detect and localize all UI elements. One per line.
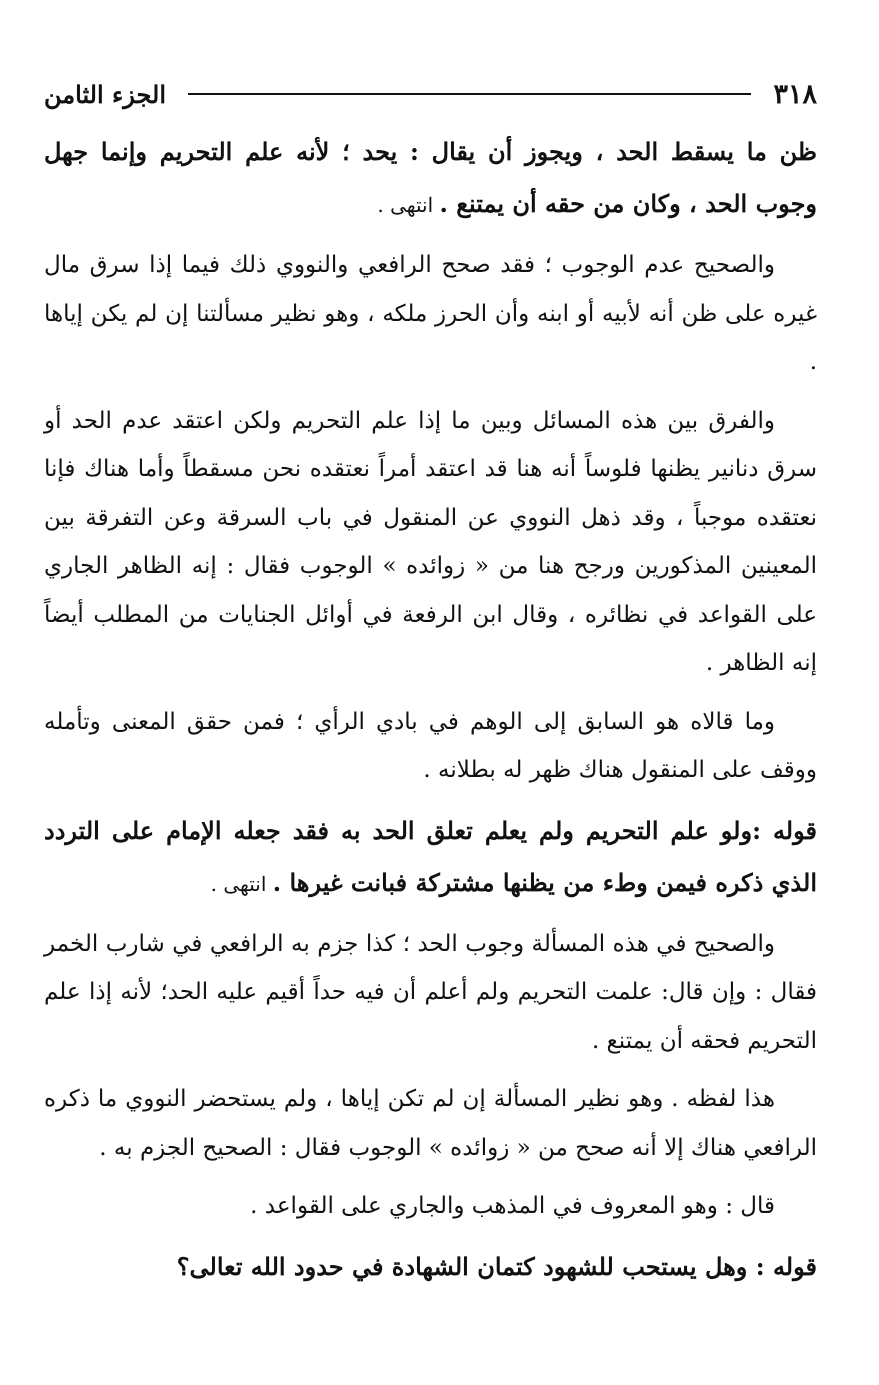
paragraph-9: قوله : وهل يستحب للشهود كتمان الشهادة في حدود الله تعالى؟ [176,1251,817,1281]
paragraph-trailing: انتهى . [210,871,273,896]
paragraph-1 [44,126,817,231]
page-body [44,126,817,1303]
paragraph-text: ظن ما يسقط الحد ، ويجوز أن يقال : يحد ؛ لأنه علم التحريم وإنما جهل وجوب الحد ، وكان من حقه أن يمتنع . [44,137,817,218]
paragraph-6: والصحيح في هذه المسألة وجوب الحد ؛ كذا جزم به الرافعي في شارب الخمر فقال : وإن قال: علمت التحريم ولم أعلم أن فيه حداً أقيم عليه الحد؛ لأنه إذا علم التحريم فحقه أن يمتنع . [44,930,817,1054]
paragraph-7: هذا لفظه . وهو نظير المسألة إن لم تكن إياها ، ولم يستحضر النووي ما ذكره الرافعي هناك إلا أنه صحح من « زوائده » الوجوب فقال : الصحيح الجزم به . [44,1086,817,1161]
paragraph-8: قال : وهو المعروف في المذهب والجاري على القواعد . [250,1193,775,1219]
page-header [44,74,817,114]
page-number: ٣١٨ [773,78,817,110]
paragraph-2: والصحيح عدم الوجوب ؛ فقد صحح الرافعي والنووي ذلك فيما إذا سرق مال غيره على ظن أنه لأبيه أو ابنه وأن الحرز ملكه ، وهو نظير مسألتنا إن لم يكن إياها . [44,252,817,375]
paragraph-5 [44,805,817,910]
paragraph-4: وما قالاه هو السابق إلى الوهم في بادي الرأي ؛ فمن حقق المعنى وتأمله ووقف على المنقول هناك ظهر له بطلانه . [44,708,817,783]
volume-title: الجزء الثامن [44,79,167,109]
paragraph-3: والفرق بين هذه المسائل وبين ما إذا علم التحريم ولكن اعتقد عدم الحد أو سرق دنانير يظنها فلوساً أنه هنا قد اعتقد أمراً نعتقده نحن مسقطاً وأما هناك فإنا نعتقده موجباً ، وقد ذهل النووي عن المنقول في باب السرقة وعن التفرقة بين المعينين المذكورين ورجح هنا من « زوائده » الوجوب فقال : إنه الظاهر الجاري على القواعد في نظائره ، وقال ابن الرفعة في أوائل الجنايات من المطلب أيضاً إنه الظاهر . [44,407,817,676]
paragraph-text: قوله :ولو علم التحريم ولم يعلم تعلق الحد به فقد جعله الإمام على التردد الذي ذكره فيمن وطء من يظنها مشتركة فبانت غيرها . [44,815,817,897]
paragraph-trailing: انتهى . [377,193,440,217]
header-rule [188,93,751,95]
